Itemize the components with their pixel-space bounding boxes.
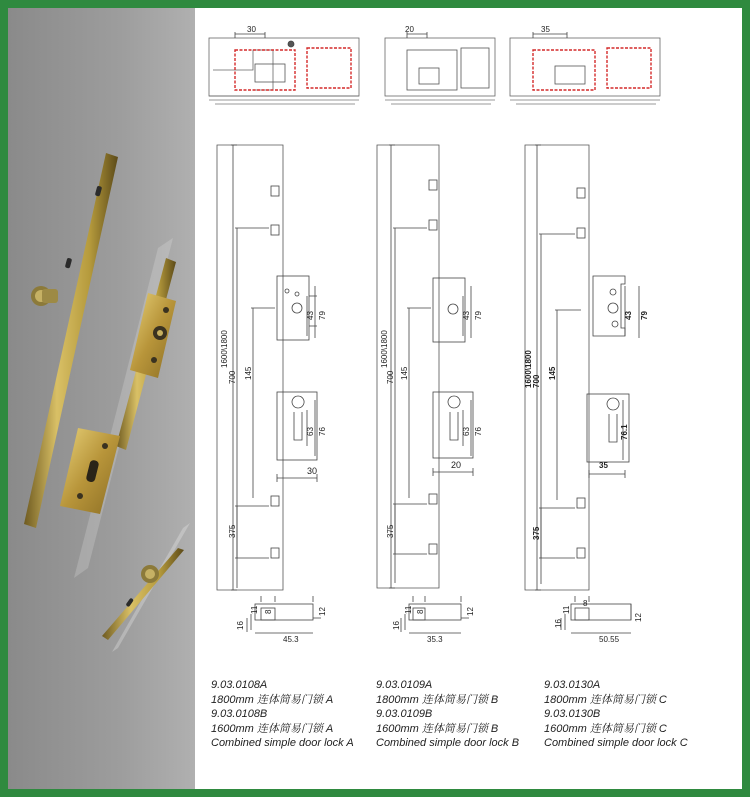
drawing-canvas <box>195 8 742 789</box>
length-label-a: 1600\1800 <box>220 330 229 368</box>
dim-700-a: 700 <box>228 370 237 384</box>
section-8-b: 8 <box>416 609 425 614</box>
name-c: Combined simple door lock C <box>544 737 688 749</box>
strip-outline-b <box>377 145 473 633</box>
section-11-c: 11 <box>562 605 571 614</box>
dim-375-b: 375 <box>386 524 395 538</box>
section-12-c: 12 <box>634 613 643 622</box>
dim-79-a: 79 <box>318 311 327 320</box>
section-16-a: 16 <box>236 621 245 630</box>
dim-375-c: 375 <box>532 526 541 540</box>
profile-section-b <box>385 32 495 104</box>
product-photo <box>8 8 195 789</box>
code-c-1800: 9.03.0130A <box>544 679 601 691</box>
section-8-c: 8 <box>583 599 588 608</box>
dim-63-a: 63 <box>306 427 315 436</box>
section-11-b: 11 <box>404 605 413 614</box>
dim-76-a: 76 <box>318 427 327 436</box>
profile-section-c <box>510 32 660 104</box>
code-b-1800: 9.03.0109A <box>376 679 433 691</box>
section-width-c: 50.55 <box>599 635 620 644</box>
section-11-a: 11 <box>250 605 259 614</box>
desc-a-1800: 1800mm 连体简易门锁 A <box>211 693 334 706</box>
desc-c-1800: 1800mm 连体简易门锁 C <box>544 693 667 706</box>
section-8-a: 8 <box>264 609 273 614</box>
desc-b-1800: 1800mm 连体简易门锁 B <box>376 693 499 706</box>
profile-dim-b: 20 <box>405 25 414 34</box>
section-width-b: 35.3 <box>427 635 443 644</box>
dim-79-b: 79 <box>474 311 483 320</box>
product-photo-panel <box>8 8 195 789</box>
dim-145-b: 145 <box>400 366 409 380</box>
name-b: Combined simple door lock B <box>376 737 520 749</box>
dim-43-c: 43 <box>624 311 633 320</box>
dim-76-b: 76 <box>474 427 483 436</box>
dim-145-c: 145 <box>548 366 557 380</box>
dim-43-b: 43 <box>462 311 471 320</box>
dim-700-b: 700 <box>386 370 395 384</box>
dim-63-b: 63 <box>462 427 471 436</box>
profile-dim-a: 30 <box>247 25 256 34</box>
desc-c-1600: 1600mm 连体简易门锁 C <box>544 722 667 735</box>
profile-section-a <box>209 32 359 104</box>
dim-79-c: 79 <box>640 311 649 320</box>
section-16-b: 16 <box>392 621 401 630</box>
dim-145-a: 145 <box>244 366 253 380</box>
caption-a <box>211 678 354 751</box>
section-width-a: 45.3 <box>283 635 299 644</box>
dim-76-c: 76.1 <box>620 424 629 440</box>
section-12-a: 12 <box>318 607 327 616</box>
backset-c: 35 <box>599 461 608 470</box>
backset-a: 30 <box>307 466 318 476</box>
code-c-1600: 9.03.0130B <box>544 708 601 720</box>
code-a-1800: 9.03.0108A <box>211 679 268 691</box>
section-16-c: 16 <box>554 619 563 628</box>
caption-c <box>544 678 688 751</box>
length-label-b: 1600\1800 <box>380 330 389 368</box>
code-b-1600: 9.03.0109B <box>376 708 433 720</box>
strip-outline-c <box>525 145 639 633</box>
backset-b: 20 <box>451 460 462 470</box>
desc-b-1600: 1600mm 连体简易门锁 B <box>376 722 499 735</box>
caption-b <box>376 678 519 751</box>
desc-a-1600: 1600mm 连体简易门锁 A <box>211 722 334 735</box>
strip-outline-a <box>217 145 321 633</box>
dim-700-c: 700 <box>532 374 541 388</box>
technical-drawings <box>195 8 742 789</box>
name-a: Combined simple door lock A <box>211 737 354 749</box>
dim-43-a: 43 <box>306 311 315 320</box>
dim-375-a: 375 <box>228 524 237 538</box>
profile-dim-c: 35 <box>541 25 550 34</box>
code-a-1600: 9.03.0108B <box>211 708 268 720</box>
length-label-c: 1600\1800 <box>524 350 533 388</box>
section-12-b: 12 <box>466 607 475 616</box>
